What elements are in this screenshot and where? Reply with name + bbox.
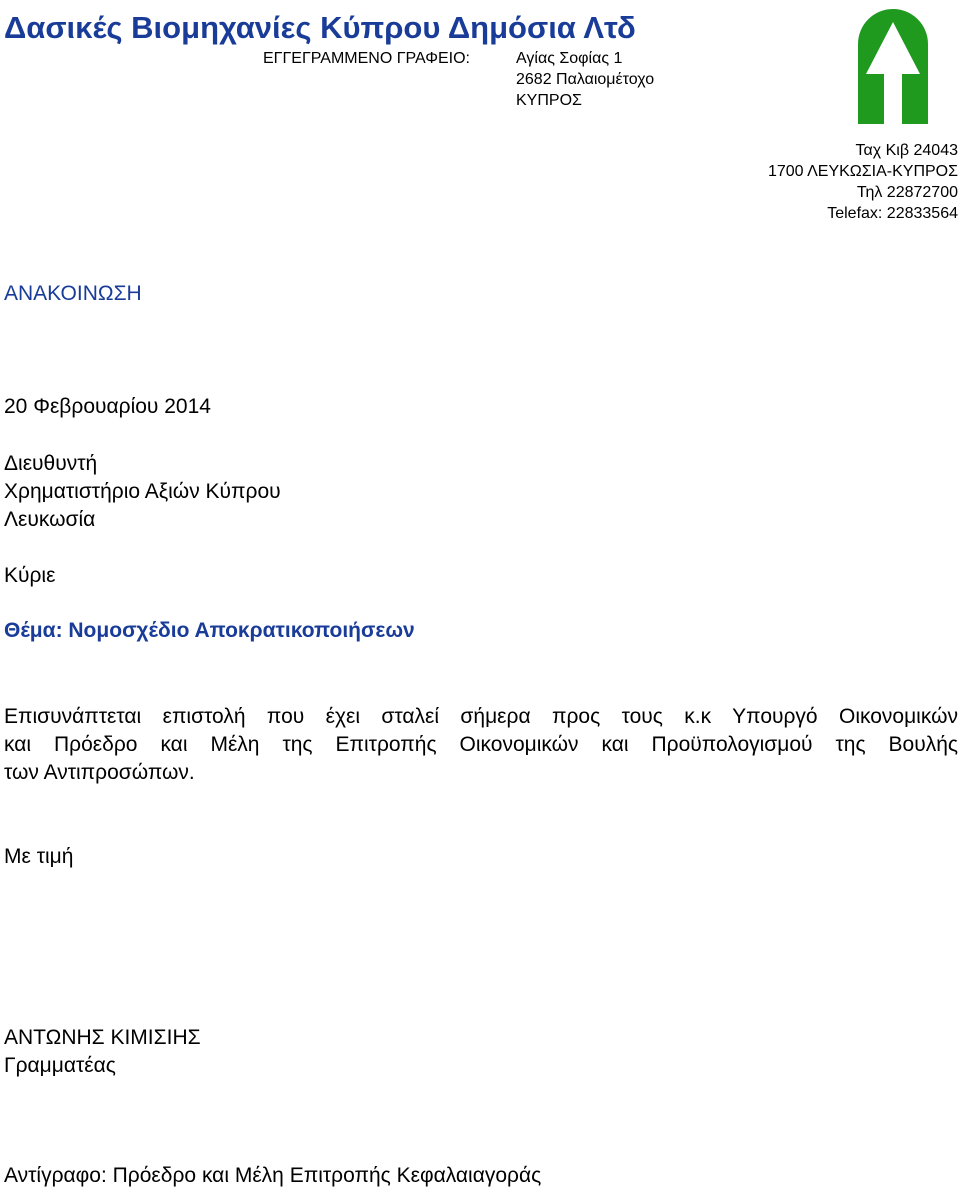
announcement-title: ΑΝΑΚΟΙΝΩΣΗ: [4, 282, 142, 305]
letter-subject: Θέμα: Νομοσχέδιο Αποκρατικοποιήσεων: [4, 619, 415, 642]
letter-date: 20 Φεβρουαρίου 2014: [4, 395, 211, 418]
recipient-line: Χρηματιστήριο Αξιών Κύπρου: [4, 480, 281, 503]
salutation: Κύριε: [4, 564, 56, 587]
body-line: Επισυνάπτεται επιστολή που έχει σταλεί σήμερα προς τους κ.κ Υπουργό Οικονομικών: [4, 705, 958, 728]
registered-office-label: ΕΓΓΕΓΡΑΜΜΕΝΟ ΓΡΑΦΕΙΟ:: [263, 50, 470, 67]
registered-office-street: Αγίας Σοφίας 1: [516, 50, 623, 67]
registered-office-country: ΚΥΠΡΟΣ: [516, 92, 582, 109]
phone-number: Τηλ 22872700: [856, 184, 958, 201]
fax-number: Telefax: 22833564: [827, 205, 958, 222]
closing: Με τιμή: [4, 845, 74, 868]
company-name: Δασικές Βιομηχανίες Κύπρου Δημόσια Λτδ: [4, 10, 636, 45]
tree-arrow-logo-icon: [856, 6, 930, 124]
body-line: και Πρόεδρο και Μέλη της Επιτροπής Οικονομικών και Προϋπολογισμού της Βουλής: [4, 733, 958, 756]
recipient-line: Διευθυντή: [4, 452, 98, 475]
recipient-line: Λευκωσία: [4, 508, 96, 531]
letter-body: [4, 703, 958, 787]
body-line: των Αντιπροσώπων.: [4, 761, 195, 784]
registered-office-city: 2682 Παλαιομέτοχο: [516, 71, 655, 88]
copy-recipients: Αντίγραφο: Πρόεδρο και Μέλη Επιτροπής Κεφαλαιαγοράς: [4, 1164, 542, 1187]
po-box: Ταχ Κιβ 24043: [855, 142, 958, 159]
postal-city: 1700 ΛΕΥΚΩΣΙΑ-ΚΥΠΡΟΣ: [767, 163, 958, 180]
signatory-title: Γραμματέας: [4, 1054, 116, 1077]
signatory-name: ΑΝΤΩΝΗΣ ΚΙΜΙΣΙΗΣ: [4, 1026, 201, 1049]
